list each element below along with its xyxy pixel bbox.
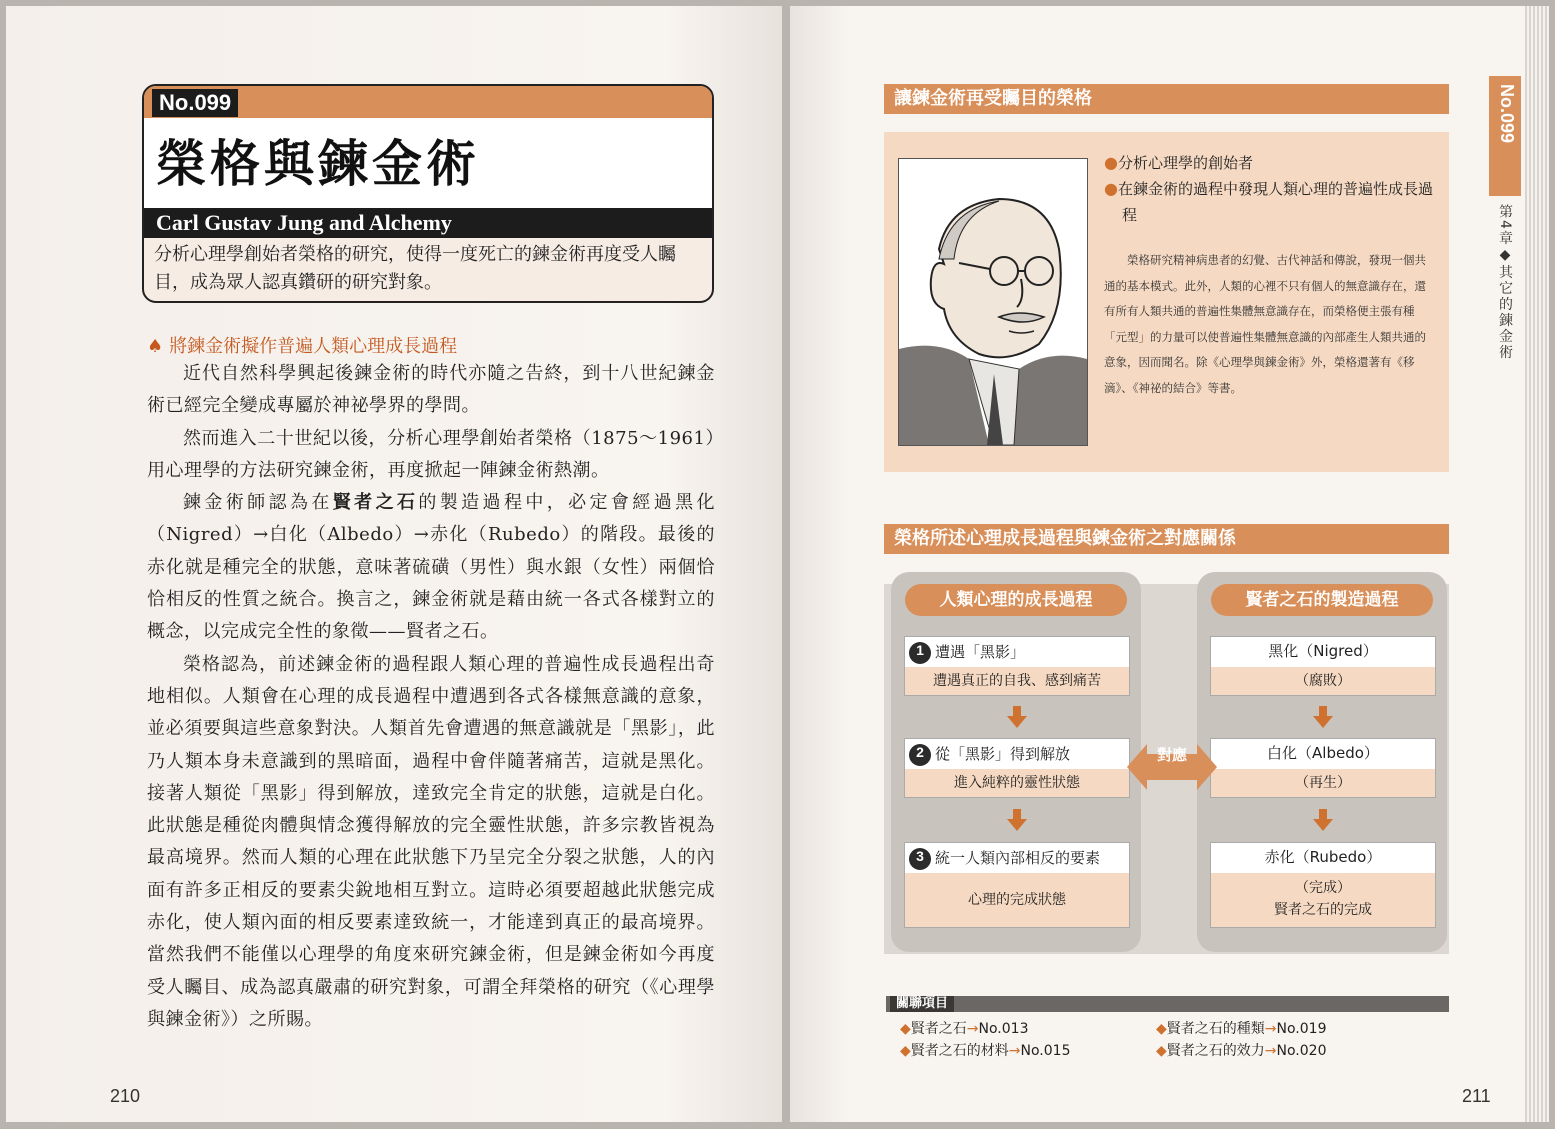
stage-title: 黑化（Nigred） xyxy=(1268,642,1378,660)
related-item-name: 賢者之石 xyxy=(910,1021,967,1037)
step-title xyxy=(905,637,1129,667)
stage-description: （腐敗） xyxy=(1211,667,1435,695)
related-item[interactable] xyxy=(900,1040,1070,1060)
paragraph xyxy=(147,487,715,648)
spade-icon: ♠ xyxy=(147,336,164,357)
arrow-right-icon: → xyxy=(1264,1021,1277,1037)
down-arrow-icon xyxy=(1313,706,1333,728)
related-item[interactable] xyxy=(900,1018,1028,1038)
portrait-illustration xyxy=(899,159,1087,445)
related-item-ref: No.015 xyxy=(1020,1043,1071,1059)
page-number: 211 xyxy=(1462,1086,1491,1106)
section-heading xyxy=(147,332,457,358)
step-description: 心理的完成狀態 xyxy=(905,873,1129,927)
arrow-right-icon: → xyxy=(1264,1043,1277,1059)
stage-description-line: 賢者之石的完成 xyxy=(1274,902,1372,918)
article-number-badge: No.099 xyxy=(152,89,238,117)
bullet-text: 分析心理學的創始者 xyxy=(1117,154,1253,172)
correspondence-banner: 榮格所述心理成長過程與鍊金術之對應關係 xyxy=(884,524,1449,554)
bullet-dot-icon: ● xyxy=(1104,153,1118,172)
section-heading-text: 將鍊金術擬作普遍人類心理成長過程 xyxy=(169,336,458,357)
paragraph-text: 的製造過程中，必定會經過黑化（Nigred）→白化（Albedo）→赤化（Rubedo）的階段。最後的赤化就是種完全的狀態，意味著硫磺（男性）與水銀（女性）兩個恰恰相反的性質之統合。換言之，鍊金術就是藉由統一各式各樣對立的概念，以完成完全性的象徵——賢者之石。 xyxy=(147,492,716,643)
related-item-name: 賢者之石的效力 xyxy=(1166,1043,1265,1059)
step-title-text: 遭遇「黑影」 xyxy=(935,643,1026,661)
alchemy-column-header: 賢者之石的製造過程 xyxy=(1211,584,1433,616)
article-body xyxy=(147,358,715,1036)
psych-step-1 xyxy=(904,636,1130,696)
related-item-name: 賢者之石的材料 xyxy=(910,1043,1009,1059)
jung-portrait xyxy=(898,158,1088,446)
bullet-item xyxy=(1104,176,1444,228)
step-description: 進入純粹的靈性狀態 xyxy=(905,769,1129,797)
bullet-text: 在鍊金術的過程中發現人類心理的普遍性成長過程 xyxy=(1117,180,1433,224)
page-edge xyxy=(1525,6,1549,1122)
step-title-text: 從「黑影」得到解放 xyxy=(935,745,1071,763)
alchemy-step-2 xyxy=(1210,738,1436,798)
bullet-item xyxy=(1104,150,1444,176)
step-title xyxy=(905,739,1129,769)
step-number: 1 xyxy=(909,642,931,664)
related-items-bar xyxy=(886,996,1449,1012)
bold-term: 賢者之石 xyxy=(332,492,419,514)
diamond-icon: ◆ xyxy=(900,1021,911,1037)
correspondence-arrow xyxy=(1127,744,1217,790)
correspondence-label: 對應 xyxy=(1156,746,1187,764)
profile-banner: 讓鍊金術再受矚目的榮格 xyxy=(884,84,1449,114)
diamond-icon: ◆ xyxy=(1156,1021,1167,1037)
step-description: 遭遇真正的自我、感到痛苦 xyxy=(905,667,1129,695)
psych-step-3 xyxy=(904,842,1130,928)
related-items-label: 關聯項目 xyxy=(890,996,954,1012)
chapter-side-tab xyxy=(1489,76,1521,361)
related-item[interactable] xyxy=(1156,1040,1326,1060)
paragraph: 榮格認為，前述鍊金術的過程跟人類心理的普遍性成長過程出奇地相似。人類會在心理的成長過程中遭遇到各式各樣無意識的意象，並必須要與這些意象對決。人類首先會遭遇的無意識就是「黑影」，此乃人類本身未意識到的黑暗面，過程中會伴隨著痛苦，這就是黑化。接著人類從「黑影」得到解放，達致完全肯定的狀態，這就是白化。此狀態是種從肉體與情念獲得解放的完全靈性狀態，許多宗教皆視為最高境界。然而人類的心理在此狀態下乃呈完全分裂之狀態，人的內面有許多正相反的要素尖銳地相互對立。這時必須要超越此狀態完成赤化，使人類內面的相反要素達致統一，才能達到真正的最高境界。當然我們不能僅以心理學的角度來研究鍊金術，但是鍊金術如今再度受人矚目、成為認真嚴肅的研究對象，可謂全拜榮格的研究（《心理學與鍊金術》）之所賜。 xyxy=(147,653,715,1030)
left-page xyxy=(6,6,782,1122)
related-item[interactable] xyxy=(1156,1018,1326,1038)
lead-summary: 分析心理學創始者榮格的研究，使得一度死亡的鍊金術再度受人矚目，成為眾人認真鑽研的研究對象。 xyxy=(154,244,676,293)
stage-title: 赤化（Rubedo） xyxy=(1264,848,1382,866)
down-arrow-icon xyxy=(1007,809,1027,831)
related-item-ref: No.013 xyxy=(978,1021,1029,1037)
stage-description xyxy=(1211,873,1435,927)
chapter-label: 第4章◆其它的鍊金術 xyxy=(1497,204,1513,361)
related-item-name: 賢者之石的種類 xyxy=(1166,1021,1265,1037)
stage-description-line: （完成） xyxy=(1295,880,1351,896)
right-page xyxy=(790,6,1525,1122)
step-title-text: 統一人類內部相反的要素 xyxy=(935,849,1101,867)
side-number-tab xyxy=(1489,76,1521,196)
psych-column-header: 人類心理的成長過程 xyxy=(905,584,1127,616)
down-arrow-icon xyxy=(1007,706,1027,728)
page-number: 210 xyxy=(110,1086,141,1106)
arrow-right-icon: → xyxy=(966,1021,979,1037)
related-item-ref: No.019 xyxy=(1276,1021,1327,1037)
down-arrow-icon xyxy=(1313,809,1333,831)
bullet-dot-icon: ● xyxy=(1104,179,1118,198)
step-number: 3 xyxy=(909,848,931,870)
step-number: 2 xyxy=(909,744,931,766)
diamond-icon: ◆ xyxy=(1156,1043,1167,1059)
arrow-right-icon: → xyxy=(1008,1043,1021,1059)
paragraph-text: 鍊金術師認為在 xyxy=(183,492,333,514)
stage-description: （再生） xyxy=(1211,769,1435,797)
step-title xyxy=(905,843,1129,873)
stage-title: 白化（Albedo） xyxy=(1267,744,1379,762)
alchemy-step-1 xyxy=(1210,636,1436,696)
english-title: Carl Gustav Jung and Alchemy xyxy=(144,208,712,238)
psych-step-2 xyxy=(904,738,1130,798)
profile-description: 榮格研究精神病患者的幻覺、古代神話和傳說，發現一個共通的基本模式。此外，人類的心裡不只有個人的無意識存在，還有所有人類共通的普遍性集體無意識存在，而榮格便主張有種「元型」的力量可以使普遍性集體無意識的內部產生人類共通的意象，因而聞名。除《心理學與鍊金術》外，榮格還著有《移滴》、《神祕的結合》等書。 xyxy=(1104,253,1426,395)
side-number: No.099 xyxy=(1497,84,1517,144)
paragraph: 然而進入二十世紀以後，分析心理學創始者榮格（1875～1961）用心理學的方法研究鍊金術，再度掀起一陣鍊金術熱潮。 xyxy=(147,427,715,481)
related-item-ref: No.020 xyxy=(1276,1043,1327,1059)
profile-bullets xyxy=(1104,150,1444,228)
page-title: 榮格與鍊金術 xyxy=(156,135,480,193)
paragraph: 近代自然科學興起後鍊金術的時代亦隨之告終，到十八世紀鍊金術已經完全變成專屬於神祕學界的學問。 xyxy=(147,363,715,417)
diamond-icon: ◆ xyxy=(900,1043,911,1059)
profile-box xyxy=(884,132,1449,472)
alchemy-step-3 xyxy=(1210,842,1436,928)
article-header xyxy=(142,84,714,303)
